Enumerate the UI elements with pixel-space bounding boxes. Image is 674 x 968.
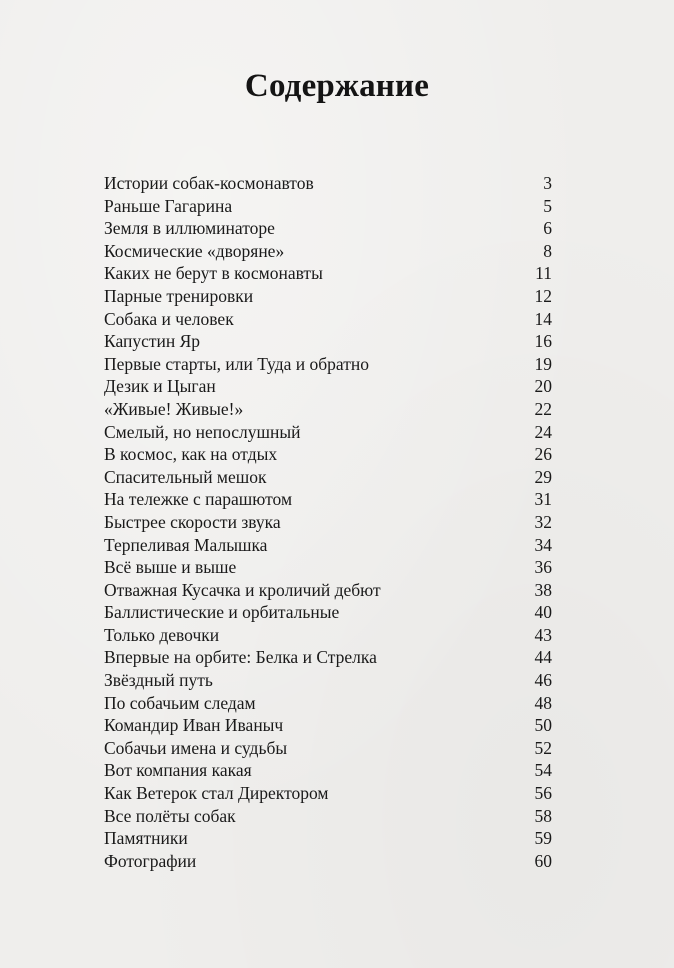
toc-entry (104, 488, 552, 511)
toc-entry-title: Каких не берут в космонавты (104, 263, 323, 284)
toc-entry (104, 805, 552, 828)
toc-entry (104, 308, 552, 331)
toc-entry (104, 240, 552, 263)
toc-entry-title: Вот компания какая (104, 760, 252, 781)
toc-entry-title: Первые старты, или Туда и обратно (104, 353, 369, 374)
toc-entry-title: Дезик и Цыган (104, 376, 216, 397)
toc-entry-page: 46 (534, 670, 552, 691)
toc-entry (104, 714, 552, 737)
toc-entry-page: 34 (534, 534, 552, 555)
toc-entry (104, 172, 552, 195)
toc-entry-page: 59 (534, 828, 552, 849)
toc-entry (104, 579, 552, 602)
toc-entry-page: 3 (543, 173, 552, 193)
toc-entry (104, 827, 552, 850)
toc-entry-title: В космос, как на отдых (104, 444, 278, 465)
toc-entry (104, 850, 552, 873)
toc-entry-title: Истории собак-космонавтов (104, 173, 314, 193)
toc-entry-page: 48 (534, 692, 552, 713)
toc-entry-page: 26 (534, 444, 552, 465)
toc-entry-title: Быстрее скорости звука (104, 511, 281, 532)
toc-entry-title: Парные тренировки (104, 285, 254, 306)
toc-entry-page: 6 (543, 218, 552, 239)
toc-entry-page: 16 (534, 331, 552, 352)
table-of-contents (104, 172, 552, 872)
toc-entry-page: 20 (534, 376, 552, 397)
toc-entry-title: Отважная Кусачка и кроличий дебют (104, 579, 381, 600)
toc-entry-title: Космические «дворяне» (104, 240, 285, 261)
toc-entry-page: 54 (534, 760, 552, 781)
toc-entry-page: 5 (543, 195, 552, 216)
toc-entry-page: 36 (534, 557, 552, 578)
toc-entry-page: 56 (534, 783, 552, 804)
toc-entry-title: Фотографии (104, 850, 197, 871)
toc-entry-title: Только девочки (104, 624, 220, 645)
toc-entry (104, 262, 552, 285)
toc-entry (104, 285, 552, 308)
toc-entry-title: Памятники (104, 828, 188, 849)
toc-entry (104, 443, 552, 466)
toc-entry-page: 14 (534, 308, 552, 329)
toc-entry-title: Баллистические и орбитальные (104, 602, 340, 623)
toc-entry (104, 759, 552, 782)
toc-entry (104, 556, 552, 579)
toc-entry (104, 692, 552, 715)
toc-entry (104, 534, 552, 557)
toc-entry-page: 40 (534, 602, 552, 623)
toc-entry-title: Командир Иван Иваныч (104, 715, 284, 736)
toc-entry (104, 195, 552, 218)
toc-entry-page: 8 (543, 240, 552, 261)
toc-entry (104, 353, 552, 376)
toc-entry-title: Все полёты собак (104, 805, 236, 826)
toc-entry-title: На тележке с парашютом (104, 489, 293, 510)
toc-entry-title: Земля в иллюминаторе (104, 218, 275, 239)
toc-entry-page: 50 (534, 715, 552, 736)
toc-entry (104, 466, 552, 489)
toc-entry-title: Собачьи имена и судьбы (104, 737, 288, 758)
toc-entry-page: 22 (534, 398, 552, 419)
toc-entry (104, 782, 552, 805)
toc-entry-title: По собачьим следам (104, 692, 256, 713)
toc-entry-title: Капустин Яр (104, 331, 201, 352)
toc-entry-title: Собака и человек (104, 308, 234, 329)
toc-entry-title: Звёздный путь (104, 670, 213, 691)
toc-entry-page: 29 (534, 466, 552, 487)
toc-entry (104, 601, 552, 624)
toc-entry-title: Впервые на орбите: Белка и Стрелка (104, 647, 377, 668)
toc-entry (104, 624, 552, 647)
toc-entry-page: 11 (535, 263, 552, 284)
toc-entry-title: Всё выше и выше (104, 557, 237, 578)
toc-entry-title: Смелый, но непослушный (104, 421, 301, 442)
toc-entry-page: 43 (534, 624, 552, 645)
toc-entry-page: 19 (534, 353, 552, 374)
toc-entry (104, 217, 552, 240)
toc-entry (104, 398, 552, 421)
toc-entry-page: 24 (534, 421, 552, 442)
toc-entry-page: 58 (534, 805, 552, 826)
toc-entry-page: 31 (534, 489, 552, 510)
toc-entry (104, 737, 552, 760)
toc-entry-title: Терпеливая Малышка (104, 534, 268, 555)
toc-entry-page: 32 (534, 511, 552, 532)
toc-entry-page: 60 (534, 850, 552, 871)
toc-entry-page: 44 (534, 647, 552, 668)
toc-entry-page: 38 (534, 579, 552, 600)
toc-entry (104, 421, 552, 444)
toc-entry (104, 330, 552, 353)
toc-entry (104, 375, 552, 398)
page-title: Содержание (244, 68, 430, 104)
toc-entry-title: «Живые! Живые!» (104, 398, 244, 419)
toc-entry-title: Как Ветерок стал Директором (104, 783, 329, 804)
toc-entry-page: 52 (534, 737, 552, 758)
toc-entry-page: 12 (534, 285, 552, 306)
toc-entry (104, 669, 552, 692)
toc-entry (104, 646, 552, 669)
toc-entry (104, 511, 552, 534)
toc-entry-title: Спасительный мешок (104, 466, 267, 487)
toc-entry-title: Раньше Гагарина (104, 195, 233, 216)
